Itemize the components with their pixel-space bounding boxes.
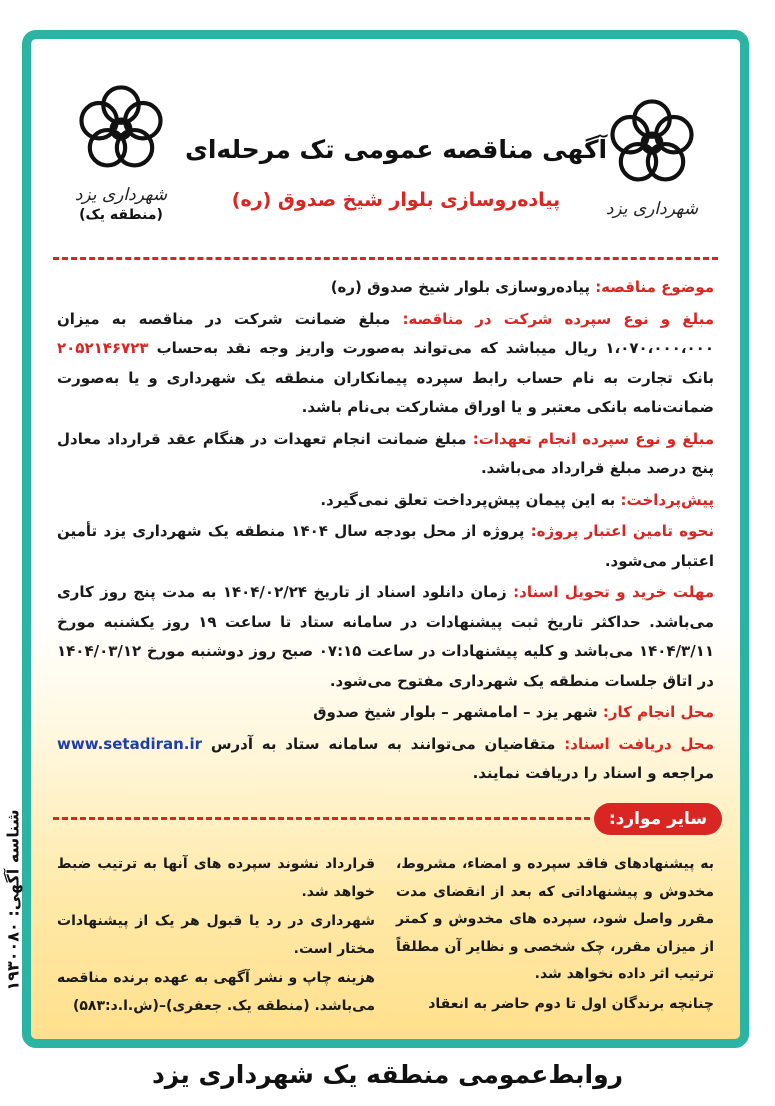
item-text: متقاضیان می‌توانند به سامانه ستاد به آدرس [202,734,565,753]
item-text: مبلغ ضمانت شرکت در مناقصه به میزان ۱،۰۷۰،۰۰۰،۰۰۰ ریال میباشد که می‌تواند به‌صورت واریز وجه نقد به‌حساب [57,309,714,357]
item-text: مراجعه و اسناد را دریافت نمایند. [472,764,714,782]
item-label: مهلت خرید و تحویل اسناد: [513,583,715,601]
item-text: مبلغ ضمانت انجام تعهدات در هنگام عقد قرارداد معادل پنج درصد مبلغ قرارداد می‌باشد. [57,429,714,477]
logo-text: شهرداری یزد [605,199,699,219]
notice-frame [22,30,749,1048]
item-label: مبلغ و نوع سپرده شرکت در مناقصه: [402,309,715,328]
flower-emblem-icon [600,91,704,195]
logo-left [51,77,191,223]
footer-public-relations: روابط‌عمومی منطقه یک شهرداری یزد [151,1060,624,1089]
other-item: چنانچه برندگان اول تا دوم حاضر به انعقاد [428,995,714,1012]
item-label: نحوه تامین اعتبار پروژه: [530,522,714,540]
item-documents [57,730,714,789]
logo-region: (منطقه یک) [79,207,163,223]
item-label: مبلغ و نوع سپرده انجام تعهدات: [472,429,714,448]
item-text: شهر یزد – امامشهر – بلوار شیخ صدوق [313,703,603,721]
other-item: قرارداد نشوند سپرده های آنها به ترتیب ضبط خواهد شد. [57,856,375,900]
item-text: به این پیمان پیش‌پرداخت تعلق نمی‌گیرد. [320,490,621,509]
flower-emblem-icon [69,77,173,181]
ad-id-text: شناسه آگهی: ۱۹۳۰۰۸۰ [3,809,23,991]
other-item: شهرداری در رد یا قبول هر یک از پیشنهادات مختار است. [57,913,375,957]
logo-text: شهرداری یزد [74,185,168,205]
other-items-right-column [396,851,714,1020]
item-funding [57,517,714,576]
item-subject [57,273,714,303]
divider [53,817,590,820]
item-bid-bond [57,305,714,423]
other-item: هزینه چاپ و نشر آگهی به عهده برنده مناقصه می‌باشد. (منطقه یک. جعفری)–(ش.ا.د:۵۸۳) [57,970,375,1014]
item-performance-bond [57,425,714,484]
notice-subtitle: پیاده‌روسازی بلوار شیخ صدوق (ره) [231,189,561,211]
divider [53,257,718,260]
item-prepayment [57,486,714,516]
notice-body [57,273,714,791]
other-item: به پیشنهادهای فاقد سپرده و امضاء، مشروط، مخدوش و پیشنهاداتی که بعد از انقضای مدت مقرر واصل شود، سپرده های مخدوش و کمتر از میزان مقرر، چک شخصی و نظایر آن مطلقاً ترتیب اثر داده نخواهد شد. [396,856,714,982]
item-text: پروژه از محل بودجه سال ۱۴۰۴ منطقه یک شهرداری یزد تأمین اعتبار می‌شود. [57,522,714,570]
item-text: پیاده‌روسازی بلوار شیخ صدوق (ره) [330,278,596,296]
account-number: ۲۰۵۲۱۴۶۷۲۳ [57,339,149,357]
other-items-badge: سایر موارد: [594,803,722,835]
item-label: پیش‌پرداخت: [620,490,714,509]
ad-id-vertical [2,750,24,1050]
item-label: محل دریافت اسناد: [564,734,714,753]
website-link[interactable]: www.setadiran.ir [57,734,203,753]
item-location [57,698,714,728]
item-label: محل انجام کار: [602,703,714,721]
notice-title: آگهی مناقصه عمومی تک مرحله‌ای [184,135,608,164]
item-deadline [57,578,714,696]
other-items-left-column [57,851,375,1022]
item-text: بانک تجارت به نام حساب رابط سپرده پیمانکاران منطقه یک شهرداری و یا به‌صورت ضمانت‌نامه بانکی معتبر و یا اوراق مشارکت بی‌نام باشد. [57,368,714,416]
item-label: موضوع مناقصه: [595,278,714,296]
item-text: زمان دانلود اسناد از تاریخ ۱۴۰۴/۰۲/۲۴ به مدت پنج روز کاری می‌باشد. حداکثر تاریخ ثبت پیشنهادات در سامانه ستاد تا ساعت ۱۹ روز یکشنبه مورخ ۱۴۰۴/۳/۱۱ می‌باشد و کلیه پیشنهادات در ساعت ۰۷:۱۵ صبح روز دوشنبه مورخ ۱۴۰۴/۰۳/۱۲ در اتاق جلسات منطقه یک شهرداری مفتوح می‌شود. [57,583,714,690]
